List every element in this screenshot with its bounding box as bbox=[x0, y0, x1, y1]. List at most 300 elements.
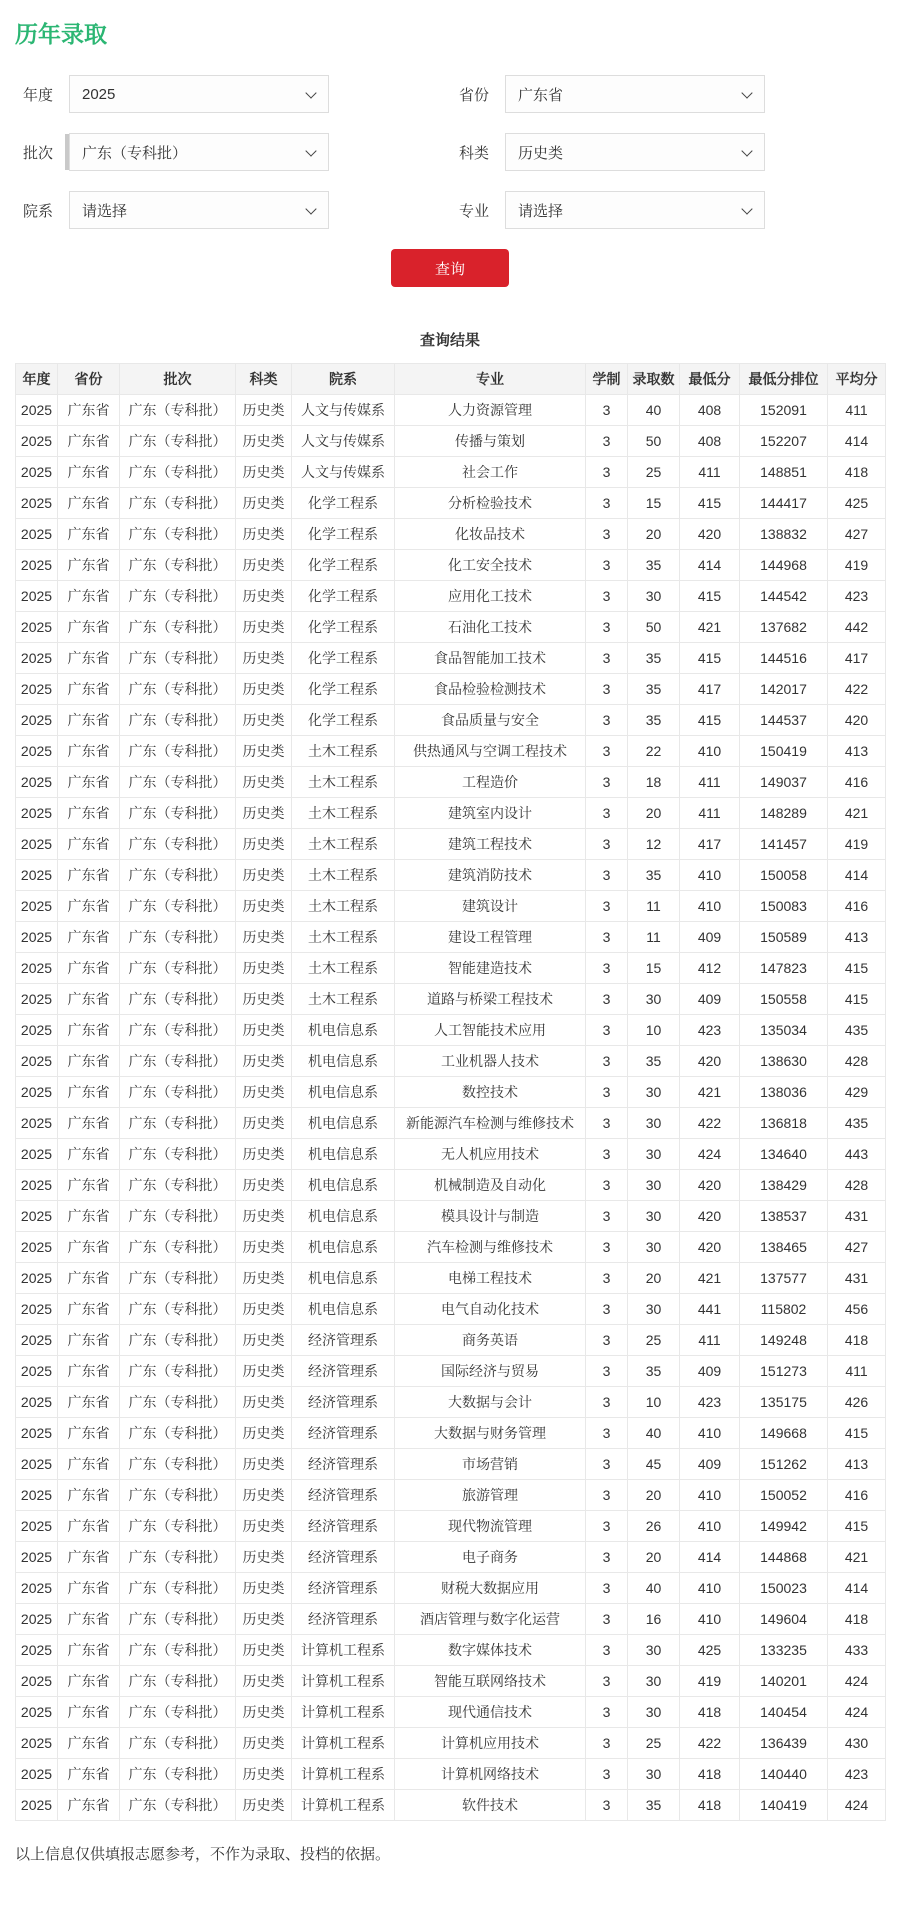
table-cell: 420 bbox=[828, 705, 886, 736]
table-cell: 30 bbox=[628, 1077, 680, 1108]
table-cell: 138429 bbox=[740, 1170, 828, 1201]
table-cell: 市场营销 bbox=[395, 1449, 586, 1480]
table-cell: 420 bbox=[680, 519, 740, 550]
major-select-value: 请选择 bbox=[518, 202, 564, 220]
table-cell: 2025 bbox=[16, 1759, 58, 1790]
table-cell: 传播与策划 bbox=[395, 426, 586, 457]
disclaimer-text: 以上信息仅供填报志愿参考，不作为录取、投档的依据。 bbox=[15, 1846, 391, 1863]
table-cell: 广东（专科批） bbox=[120, 1232, 236, 1263]
table-cell: 历史类 bbox=[236, 1542, 292, 1573]
table-row bbox=[16, 1480, 886, 1511]
table-cell: 广东省 bbox=[58, 612, 120, 643]
department-field bbox=[23, 191, 329, 229]
table-cell: 广东省 bbox=[58, 1201, 120, 1232]
table-cell: 35 bbox=[628, 550, 680, 581]
table-cell: 2025 bbox=[16, 550, 58, 581]
table-cell: 历史类 bbox=[236, 984, 292, 1015]
table-cell: 40 bbox=[628, 395, 680, 426]
table-cell: 广东（专科批） bbox=[120, 705, 236, 736]
table-cell: 2025 bbox=[16, 1604, 58, 1635]
major-select[interactable] bbox=[505, 191, 765, 229]
table-cell: 历史类 bbox=[236, 1697, 292, 1728]
chevron-down-icon bbox=[741, 203, 752, 214]
table-cell: 11 bbox=[628, 891, 680, 922]
form-row bbox=[23, 191, 885, 229]
table-cell: 广东（专科批） bbox=[120, 1077, 236, 1108]
table-cell: 历史类 bbox=[236, 488, 292, 519]
table-row bbox=[16, 581, 886, 612]
table-cell: 409 bbox=[680, 1449, 740, 1480]
table-cell: 经济管理系 bbox=[292, 1542, 395, 1573]
table-cell: 人力资源管理 bbox=[395, 395, 586, 426]
table-cell: 广东省 bbox=[58, 1387, 120, 1418]
table-cell: 148289 bbox=[740, 798, 828, 829]
table-cell: 经济管理系 bbox=[292, 1511, 395, 1542]
column-header: 录取数 bbox=[628, 364, 680, 395]
year-select[interactable] bbox=[69, 75, 329, 113]
table-cell: 历史类 bbox=[236, 1666, 292, 1697]
table-cell: 421 bbox=[828, 798, 886, 829]
column-header: 最低分 bbox=[680, 364, 740, 395]
column-header: 专业 bbox=[395, 364, 586, 395]
table-cell: 广东省 bbox=[58, 798, 120, 829]
table-cell: 3 bbox=[586, 1573, 628, 1604]
table-cell: 历史类 bbox=[236, 1604, 292, 1635]
table-cell: 3 bbox=[586, 1728, 628, 1759]
table-cell: 30 bbox=[628, 1170, 680, 1201]
table-cell: 431 bbox=[828, 1263, 886, 1294]
table-cell: 食品质量与安全 bbox=[395, 705, 586, 736]
table-row bbox=[16, 1449, 886, 1480]
table-cell: 人文与传媒系 bbox=[292, 457, 395, 488]
table-cell: 135175 bbox=[740, 1387, 828, 1418]
results-table-body bbox=[16, 395, 886, 1821]
table-cell: 415 bbox=[828, 984, 886, 1015]
table-cell: 22 bbox=[628, 736, 680, 767]
table-cell: 智能互联网络技术 bbox=[395, 1666, 586, 1697]
table-cell: 历史类 bbox=[236, 1294, 292, 1325]
table-cell: 土木工程系 bbox=[292, 736, 395, 767]
table-cell: 418 bbox=[828, 457, 886, 488]
table-cell: 广东省 bbox=[58, 891, 120, 922]
table-cell: 广东（专科批） bbox=[120, 953, 236, 984]
table-cell: 144868 bbox=[740, 1542, 828, 1573]
query-button[interactable]: 查询 bbox=[391, 249, 509, 287]
table-cell: 428 bbox=[828, 1046, 886, 1077]
table-cell: 420 bbox=[680, 1201, 740, 1232]
table-cell: 2025 bbox=[16, 1728, 58, 1759]
table-cell: 2025 bbox=[16, 1573, 58, 1604]
department-select[interactable] bbox=[69, 191, 329, 229]
table-cell: 广东（专科批） bbox=[120, 1325, 236, 1356]
table-cell: 410 bbox=[680, 1480, 740, 1511]
table-cell: 机电信息系 bbox=[292, 1077, 395, 1108]
table-cell: 机电信息系 bbox=[292, 1170, 395, 1201]
table-cell: 136818 bbox=[740, 1108, 828, 1139]
table-cell: 2025 bbox=[16, 1294, 58, 1325]
table-cell: 422 bbox=[680, 1108, 740, 1139]
table-row bbox=[16, 984, 886, 1015]
table-cell: 433 bbox=[828, 1635, 886, 1666]
table-cell: 工业机器人技术 bbox=[395, 1046, 586, 1077]
table-cell: 新能源汽车检测与维修技术 bbox=[395, 1108, 586, 1139]
table-cell: 140454 bbox=[740, 1697, 828, 1728]
table-cell: 广东省 bbox=[58, 1728, 120, 1759]
table-cell: 418 bbox=[680, 1759, 740, 1790]
table-cell: 150052 bbox=[740, 1480, 828, 1511]
table-row bbox=[16, 1418, 886, 1449]
table-cell: 421 bbox=[680, 612, 740, 643]
table-cell: 历史类 bbox=[236, 1201, 292, 1232]
table-cell: 20 bbox=[628, 1542, 680, 1573]
query-form bbox=[15, 75, 885, 229]
table-cell: 2025 bbox=[16, 1232, 58, 1263]
table-cell: 3 bbox=[586, 612, 628, 643]
table-cell: 35 bbox=[628, 860, 680, 891]
table-row bbox=[16, 1170, 886, 1201]
table-cell: 历史类 bbox=[236, 829, 292, 860]
table-cell: 历史类 bbox=[236, 1015, 292, 1046]
table-cell: 2025 bbox=[16, 953, 58, 984]
table-cell: 3 bbox=[586, 1759, 628, 1790]
table-cell: 历史类 bbox=[236, 705, 292, 736]
table-cell: 410 bbox=[680, 860, 740, 891]
table-cell: 144968 bbox=[740, 550, 828, 581]
table-cell: 3 bbox=[586, 550, 628, 581]
table-cell: 广东省 bbox=[58, 1635, 120, 1666]
category-select-value: 历史类 bbox=[518, 144, 564, 162]
table-cell: 历史类 bbox=[236, 891, 292, 922]
table-cell: 2025 bbox=[16, 1170, 58, 1201]
table-cell: 广东（专科批） bbox=[120, 1139, 236, 1170]
table-cell: 2025 bbox=[16, 767, 58, 798]
table-cell: 150419 bbox=[740, 736, 828, 767]
table-cell: 历史类 bbox=[236, 1511, 292, 1542]
table-cell: 电气自动化技术 bbox=[395, 1294, 586, 1325]
table-row bbox=[16, 1201, 886, 1232]
table-cell: 历史类 bbox=[236, 457, 292, 488]
table-cell: 电梯工程技术 bbox=[395, 1263, 586, 1294]
table-cell: 历史类 bbox=[236, 1170, 292, 1201]
table-cell: 广东（专科批） bbox=[120, 643, 236, 674]
table-cell: 3 bbox=[586, 1449, 628, 1480]
table-row bbox=[16, 1759, 886, 1790]
table-cell: 广东省 bbox=[58, 1511, 120, 1542]
table-cell: 现代通信技术 bbox=[395, 1697, 586, 1728]
table-cell: 2025 bbox=[16, 1418, 58, 1449]
table-cell: 广东（专科批） bbox=[120, 1790, 236, 1821]
table-cell: 计算机网络技术 bbox=[395, 1759, 586, 1790]
table-cell: 建筑室内设计 bbox=[395, 798, 586, 829]
table-cell: 50 bbox=[628, 612, 680, 643]
table-cell: 412 bbox=[680, 953, 740, 984]
table-cell: 2025 bbox=[16, 1325, 58, 1356]
table-cell: 2025 bbox=[16, 1511, 58, 1542]
table-row bbox=[16, 1604, 886, 1635]
table-cell: 423 bbox=[828, 1759, 886, 1790]
table-cell: 历史类 bbox=[236, 798, 292, 829]
table-cell: 115802 bbox=[740, 1294, 828, 1325]
table-cell: 3 bbox=[586, 1263, 628, 1294]
table-cell: 414 bbox=[828, 426, 886, 457]
table-cell: 140419 bbox=[740, 1790, 828, 1821]
table-cell: 415 bbox=[680, 581, 740, 612]
table-cell: 广东省 bbox=[58, 1294, 120, 1325]
table-cell: 石油化工技术 bbox=[395, 612, 586, 643]
table-cell: 计算机工程系 bbox=[292, 1635, 395, 1666]
table-cell: 历史类 bbox=[236, 395, 292, 426]
major-field bbox=[459, 191, 765, 229]
table-cell: 2025 bbox=[16, 395, 58, 426]
table-cell: 3 bbox=[586, 829, 628, 860]
table-cell: 广东（专科批） bbox=[120, 1418, 236, 1449]
table-cell: 2025 bbox=[16, 1263, 58, 1294]
table-cell: 广东省 bbox=[58, 1790, 120, 1821]
table-cell: 40 bbox=[628, 1418, 680, 1449]
table-cell: 广东（专科批） bbox=[120, 1294, 236, 1325]
table-cell: 国际经济与贸易 bbox=[395, 1356, 586, 1387]
table-cell: 历史类 bbox=[236, 953, 292, 984]
table-cell: 416 bbox=[828, 767, 886, 798]
table-cell: 441 bbox=[680, 1294, 740, 1325]
table-cell: 426 bbox=[828, 1387, 886, 1418]
table-cell: 2025 bbox=[16, 457, 58, 488]
table-cell: 414 bbox=[828, 1573, 886, 1604]
table-cell: 广东（专科批） bbox=[120, 1480, 236, 1511]
table-cell: 2025 bbox=[16, 581, 58, 612]
table-cell: 20 bbox=[628, 1263, 680, 1294]
table-cell: 410 bbox=[680, 891, 740, 922]
table-cell: 423 bbox=[680, 1015, 740, 1046]
table-cell: 经济管理系 bbox=[292, 1418, 395, 1449]
table-row bbox=[16, 736, 886, 767]
table-cell: 2025 bbox=[16, 674, 58, 705]
table-cell: 广东省 bbox=[58, 1449, 120, 1480]
table-row bbox=[16, 1232, 886, 1263]
table-cell: 广东（专科批） bbox=[120, 488, 236, 519]
table-cell: 广东省 bbox=[58, 1604, 120, 1635]
batch-select[interactable] bbox=[69, 133, 329, 171]
table-cell: 150558 bbox=[740, 984, 828, 1015]
table-cell: 2025 bbox=[16, 426, 58, 457]
table-cell: 机电信息系 bbox=[292, 1108, 395, 1139]
table-cell: 144537 bbox=[740, 705, 828, 736]
year-label: 年度 bbox=[23, 86, 54, 104]
table-cell: 化妆品技术 bbox=[395, 519, 586, 550]
table-cell: 广东（专科批） bbox=[120, 1015, 236, 1046]
table-cell: 3 bbox=[586, 1542, 628, 1573]
table-cell: 435 bbox=[828, 1108, 886, 1139]
table-cell: 35 bbox=[628, 1046, 680, 1077]
table-cell: 3 bbox=[586, 1139, 628, 1170]
table-cell: 历史类 bbox=[236, 736, 292, 767]
table-cell: 3 bbox=[586, 1387, 628, 1418]
table-cell: 2025 bbox=[16, 1449, 58, 1480]
table-cell: 415 bbox=[828, 1511, 886, 1542]
table-cell: 广东（专科批） bbox=[120, 798, 236, 829]
table-cell: 电子商务 bbox=[395, 1542, 586, 1573]
table-cell: 历史类 bbox=[236, 1325, 292, 1356]
category-label: 科类 bbox=[459, 144, 490, 162]
table-cell: 3 bbox=[586, 953, 628, 984]
table-cell: 分析检验技术 bbox=[395, 488, 586, 519]
table-cell: 2025 bbox=[16, 860, 58, 891]
table-cell: 现代物流管理 bbox=[395, 1511, 586, 1542]
table-cell: 广东省 bbox=[58, 1325, 120, 1356]
table-cell: 土木工程系 bbox=[292, 860, 395, 891]
table-cell: 35 bbox=[628, 1356, 680, 1387]
table-cell: 土木工程系 bbox=[292, 891, 395, 922]
table-cell: 150023 bbox=[740, 1573, 828, 1604]
table-row bbox=[16, 457, 886, 488]
table-row bbox=[16, 643, 886, 674]
chevron-down-icon bbox=[741, 87, 752, 98]
table-cell: 广东省 bbox=[58, 1480, 120, 1511]
table-cell: 历史类 bbox=[236, 1573, 292, 1604]
table-cell: 广东省 bbox=[58, 395, 120, 426]
table-cell: 经济管理系 bbox=[292, 1573, 395, 1604]
table-row bbox=[16, 612, 886, 643]
table-cell: 广东省 bbox=[58, 1697, 120, 1728]
table-cell: 大数据与财务管理 bbox=[395, 1418, 586, 1449]
table-cell: 3 bbox=[586, 1108, 628, 1139]
table-cell: 431 bbox=[828, 1201, 886, 1232]
table-cell: 广东（专科批） bbox=[120, 674, 236, 705]
table-cell: 419 bbox=[828, 550, 886, 581]
table-cell: 机电信息系 bbox=[292, 1015, 395, 1046]
table-cell: 10 bbox=[628, 1387, 680, 1418]
table-cell: 广东省 bbox=[58, 922, 120, 953]
table-cell: 计算机工程系 bbox=[292, 1759, 395, 1790]
table-cell: 广东（专科批） bbox=[120, 457, 236, 488]
table-cell: 模具设计与制造 bbox=[395, 1201, 586, 1232]
table-row bbox=[16, 488, 886, 519]
table-cell: 土木工程系 bbox=[292, 984, 395, 1015]
department-select-value: 请选择 bbox=[82, 202, 128, 220]
table-cell: 409 bbox=[680, 1356, 740, 1387]
table-cell: 广东省 bbox=[58, 674, 120, 705]
table-cell: 历史类 bbox=[236, 1263, 292, 1294]
table-cell: 138832 bbox=[740, 519, 828, 550]
category-select[interactable] bbox=[505, 133, 765, 171]
table-row bbox=[16, 1387, 886, 1418]
table-cell: 广东（专科批） bbox=[120, 767, 236, 798]
table-cell: 2025 bbox=[16, 1542, 58, 1573]
table-cell: 广东（专科批） bbox=[120, 1666, 236, 1697]
table-cell: 423 bbox=[680, 1387, 740, 1418]
table-cell: 历史类 bbox=[236, 1790, 292, 1821]
table-cell: 152207 bbox=[740, 426, 828, 457]
table-cell: 415 bbox=[828, 953, 886, 984]
table-cell: 424 bbox=[828, 1790, 886, 1821]
table-cell: 421 bbox=[680, 1263, 740, 1294]
table-cell: 广东（专科批） bbox=[120, 1542, 236, 1573]
table-cell: 广东（专科批） bbox=[120, 519, 236, 550]
table-cell: 经济管理系 bbox=[292, 1604, 395, 1635]
table-cell: 广东省 bbox=[58, 1232, 120, 1263]
table-cell: 413 bbox=[828, 1449, 886, 1480]
table-cell: 150058 bbox=[740, 860, 828, 891]
table-cell: 30 bbox=[628, 1294, 680, 1325]
table-cell: 广东（专科批） bbox=[120, 581, 236, 612]
table-cell: 广东省 bbox=[58, 550, 120, 581]
table-cell: 26 bbox=[628, 1511, 680, 1542]
table-cell: 广东省 bbox=[58, 1759, 120, 1790]
table-cell: 424 bbox=[680, 1139, 740, 1170]
table-cell: 供热通风与空调工程技术 bbox=[395, 736, 586, 767]
table-cell: 3 bbox=[586, 891, 628, 922]
table-cell: 40 bbox=[628, 1573, 680, 1604]
table-cell: 广东（专科批） bbox=[120, 1573, 236, 1604]
table-cell: 149037 bbox=[740, 767, 828, 798]
table-cell: 416 bbox=[828, 1480, 886, 1511]
table-cell: 45 bbox=[628, 1449, 680, 1480]
table-cell: 广东（专科批） bbox=[120, 736, 236, 767]
table-cell: 历史类 bbox=[236, 1418, 292, 1449]
table-cell: 广东（专科批） bbox=[120, 984, 236, 1015]
table-cell: 140201 bbox=[740, 1666, 828, 1697]
table-cell: 广东省 bbox=[58, 767, 120, 798]
table-cell: 广东（专科批） bbox=[120, 1728, 236, 1759]
table-cell: 20 bbox=[628, 519, 680, 550]
table-cell: 414 bbox=[828, 860, 886, 891]
table-row bbox=[16, 767, 886, 798]
table-cell: 建筑工程技术 bbox=[395, 829, 586, 860]
table-cell: 3 bbox=[586, 643, 628, 674]
table-cell: 计算机应用技术 bbox=[395, 1728, 586, 1759]
table-row bbox=[16, 705, 886, 736]
table-cell: 计算机工程系 bbox=[292, 1666, 395, 1697]
table-cell: 食品智能加工技术 bbox=[395, 643, 586, 674]
table-cell: 3 bbox=[586, 1511, 628, 1542]
table-cell: 广东（专科批） bbox=[120, 891, 236, 922]
table-cell: 广东省 bbox=[58, 1139, 120, 1170]
table-row bbox=[16, 519, 886, 550]
table-cell: 421 bbox=[828, 1542, 886, 1573]
table-row bbox=[16, 1108, 886, 1139]
table-cell: 旅游管理 bbox=[395, 1480, 586, 1511]
table-cell: 135034 bbox=[740, 1015, 828, 1046]
table-cell: 2025 bbox=[16, 1635, 58, 1666]
column-header: 年度 bbox=[16, 364, 58, 395]
table-cell: 广东省 bbox=[58, 953, 120, 984]
table-cell: 12 bbox=[628, 829, 680, 860]
table-cell: 大数据与会计 bbox=[395, 1387, 586, 1418]
table-cell: 2025 bbox=[16, 1666, 58, 1697]
table-cell: 414 bbox=[680, 1542, 740, 1573]
province-select[interactable] bbox=[505, 75, 765, 113]
table-row bbox=[16, 1790, 886, 1821]
table-row bbox=[16, 1573, 886, 1604]
table-cell: 数控技术 bbox=[395, 1077, 586, 1108]
table-cell: 150083 bbox=[740, 891, 828, 922]
table-cell: 144417 bbox=[740, 488, 828, 519]
table-cell: 历史类 bbox=[236, 1108, 292, 1139]
table-cell: 汽车检测与维修技术 bbox=[395, 1232, 586, 1263]
table-cell: 历史类 bbox=[236, 1728, 292, 1759]
table-cell: 133235 bbox=[740, 1635, 828, 1666]
table-cell: 化学工程系 bbox=[292, 643, 395, 674]
table-cell: 2025 bbox=[16, 643, 58, 674]
column-header: 批次 bbox=[120, 364, 236, 395]
table-cell: 3 bbox=[586, 767, 628, 798]
table-cell: 420 bbox=[680, 1232, 740, 1263]
table-cell: 历史类 bbox=[236, 612, 292, 643]
table-cell: 广东省 bbox=[58, 457, 120, 488]
table-cell: 机电信息系 bbox=[292, 1046, 395, 1077]
table-cell: 人文与传媒系 bbox=[292, 426, 395, 457]
table-cell: 历史类 bbox=[236, 519, 292, 550]
